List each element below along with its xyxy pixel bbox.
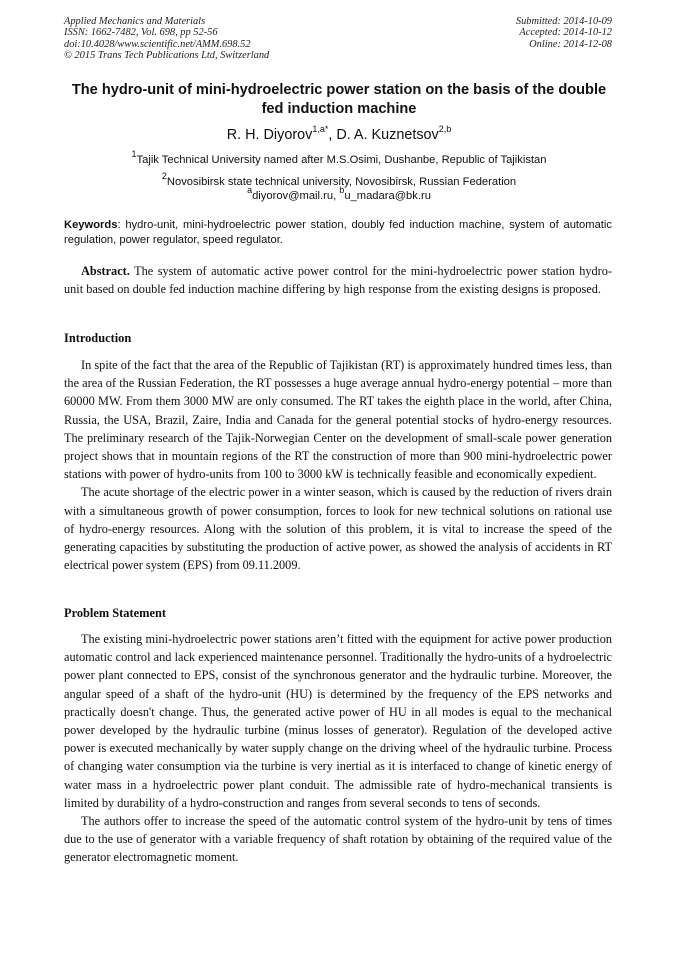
affiliation-1-marker: 1 (131, 149, 137, 160)
keywords-label: Keywords (64, 219, 118, 231)
introduction-paragraph-2: The acute shortage of the electric power in a winter season, which is caused by the reduction of rivers drain with a simultaneous growth of power consumption, forces to look for new technical solutions on rational use of hydro-energy resources. Along with the solution of this problem, it is vital to increase the speed of the generating capacities by substituting the production of active power, as showed the analysis of accidents in RT electrical power system (EPS) from 09.11.2009. (64, 485, 612, 573)
keywords (64, 218, 612, 247)
date-submitted: Submitted: 2014-10-09 (515, 16, 612, 27)
author-separator: , (328, 127, 337, 143)
email-b[interactable]: u_madara@bk.ru (344, 190, 431, 202)
affiliation-1 (0, 149, 678, 167)
journal-doi: doi:10.4028/www.scientific.net/AMM.698.52 (64, 38, 251, 50)
author-2: D. A. Kuznetsov (336, 127, 439, 143)
date-online: Online: 2014-12-08 (529, 38, 612, 50)
date-accepted: Accepted: 2014-10-12 (519, 27, 612, 39)
journal-info (64, 16, 269, 61)
author-1-marker: 1,a* (312, 124, 329, 135)
introduction-heading: Introduction (64, 331, 132, 345)
keywords-text: : hydro-unit, mini-hydroelectric power station, doubly fed induction machine, system of automatic regulation, power regulator, speed regulator. (64, 219, 612, 246)
introduction-paragraph-1: In spite of the fact that the area of the Republic of Tajikistan (RT) is approximately hundred times less, than the area of the Russian Federation, the RT possesses a huge average annual hydro-energy potential – more than 60000 MW. From them 3000 MW are only consumed. The RT takes the eighth place in the world, after China, Russia, the USA, Brazil, Zaire, India and Canada for the general potential stocks of hydro-energy resources. The preliminary research of the Tajik-Norwegian Center on the development of small-scale power generation project shows that in mountain regions of the RT the construction of more than 900 mini-hydroelectric power stations with power of hydro-units from 100 to 3000 kW is technically feasible and economically expedient. (64, 358, 612, 482)
email-a[interactable]: diyorov@mail.ru, (252, 190, 340, 202)
problem-statement-section (64, 630, 612, 867)
affiliation-2-marker: 2 (161, 171, 167, 182)
author-emails (0, 185, 678, 203)
email-b-marker: b (339, 185, 345, 196)
problem-statement-heading: Problem Statement (64, 606, 166, 620)
journal-name: Applied Mechanics and Materials (64, 16, 206, 27)
author-list (0, 124, 678, 144)
abstract-paragraph (64, 262, 612, 298)
abstract-text: The system of automatic active power control for the mini-hydroelectric power station hydro-unit based on double fed induction machine differing by high response from the existing designs is proposed. (64, 264, 612, 297)
paper-title: The hydro-unit of mini-hydroelectric power station on the basis of the double fed induction machine (71, 82, 607, 117)
problem-paragraph-1: The existing mini-hydroelectric power stations aren’t fitted with the equipment for active power production automatic control and lack experienced maintenance personnel. Traditionally the hydro-units of a hydroelectric power plant connected to EPS, consist of the synchronous generator and the hydraulic turbine. Moreover, the angular speed of a shaft of the hydro-unit (HU) is determined by the frequency of the EPS networks and practically doesn't change. Thus, the generated active power of HU in all modes is equal to the mechanical power developed by the hydraulic turbine (minus losses of generator). Regulation of the developed active power is executed mechanically by water supply change on the driving wheel of the hydraulic turbine. Process of changing water consumption via the turbine is very inertial as it is interfaced to change of kinetic energy of water mass in a hydroelectric power plant conduit. The admissible rate of hydro-mechanical transients is limited by durability of a hydro-construction and ranges from several seconds to tens of seconds. (64, 632, 612, 810)
introduction-section (64, 356, 612, 574)
abstract-label: Abstract. (81, 264, 130, 278)
abstract (64, 262, 612, 298)
email-a-marker: a (247, 185, 253, 196)
affiliation-1-text: Tajik Technical University named after M.S.Osimi, Dushanbe, Republic of Tajikistan (136, 154, 547, 166)
submission-dates (516, 16, 612, 50)
affiliation-2-text: Novosibirsk state technical university, Novosibirsk, Russian Federation (166, 176, 517, 188)
author-2-marker: 2,b (438, 124, 452, 135)
problem-paragraph-2: The authors offer to increase the speed of the automatic control system of the hydro-unit by tens of times due to the use of generator with a variable frequency of shaft rotation by obtaining of the required value of the generator electromagnetic moment. (64, 814, 612, 865)
author-1: R. H. Diyorov (226, 127, 313, 143)
journal-copyright: © 2015 Trans Tech Publications Ltd, Switzerland (64, 49, 270, 61)
journal-issn: ISSN: 1662-7482, Vol. 698, pp 52-56 (64, 27, 218, 39)
